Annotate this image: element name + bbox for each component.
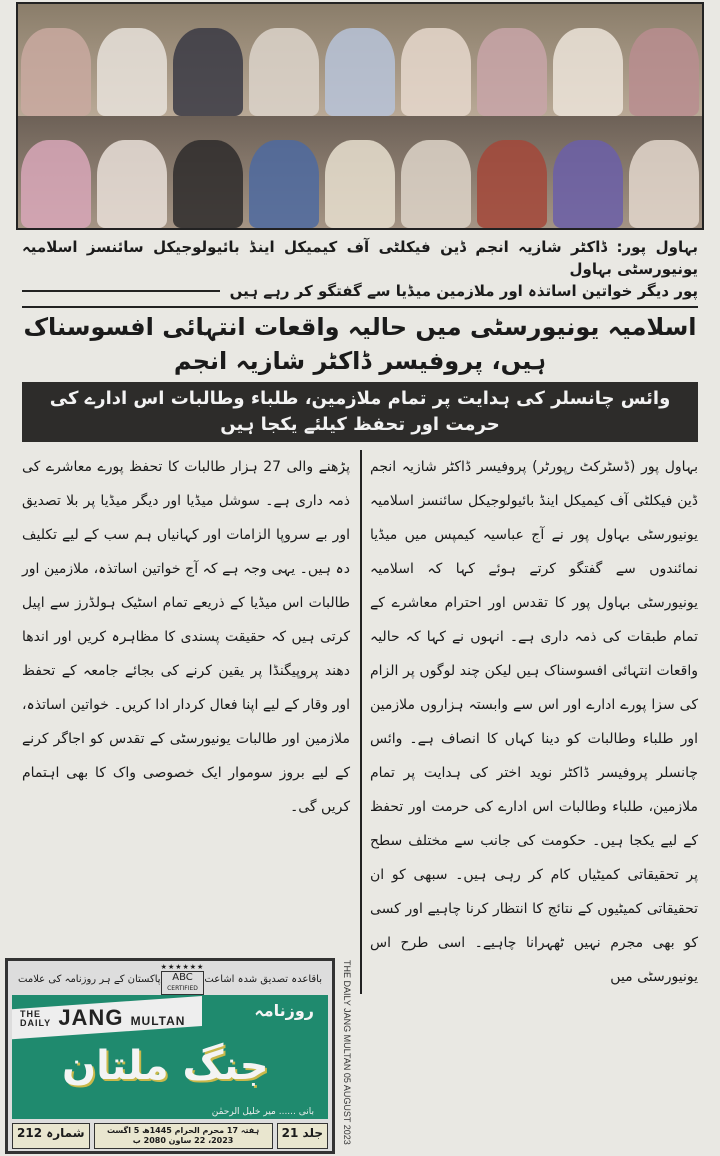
article-column-left <box>22 450 350 994</box>
article-columns <box>22 450 698 994</box>
article-line: ملازمین اور طلباء وطالبات کو دینا کہاں کا انصاف <box>370 697 698 747</box>
urdu-prefix: روزنامہ <box>254 1001 314 1020</box>
masthead-tagline-left: پاکستان کے ہر روزنامہ کی علامت <box>18 973 161 985</box>
newspaper-masthead <box>5 958 335 1154</box>
article-line: اس میڈیا کے ذریعے تمام اسٹیک ہولڈرز سے <box>49 595 304 611</box>
article-column-right <box>360 450 698 994</box>
article-line: پورے ادارے اور اس سے وابستہ ہزاروں <box>419 697 647 713</box>
article-line: معاشرے کی ذمہ داری ہے۔ سوشل میڈیا اور دیگر <box>22 459 350 509</box>
article-line: سائنسز اسلامیہ یونیورسٹی بہاول پور نے آج <box>370 493 698 543</box>
article-line: ہے کہ آج خواتین اساتذہ، ملازمین اور طالبات <box>22 561 350 611</box>
issue-number: شمارہ 212 <box>12 1123 90 1149</box>
stars-icon: ★★★★★★ <box>160 963 205 971</box>
abc-certified-badge: ABC CERTIFIED <box>161 971 205 995</box>
article-line: اپیل کرتی ہیں کہ حقیقت پسندی کا مظاہرہ کریں <box>22 595 350 645</box>
article-line: ہوئے کہا کہ اسلامیہ یونیورسٹی بہاول پور کا تقدس <box>370 561 699 611</box>
english-title: THE DAILY JANG MULTAN <box>20 1005 186 1030</box>
divider <box>22 306 698 308</box>
article-line: سوموار ایک خصوصی واک کا بھی اہتمام کریں گی۔ <box>22 765 350 815</box>
article-line: عباسیہ کیمپس میں میڈیا نمائندوں سے گفتگو کرتے <box>370 527 698 577</box>
article-line: افسوسناک ہیں لیکن چند لوگوں پر الزام کی سزا <box>370 663 698 713</box>
photo-caption <box>22 236 698 302</box>
page-date-strip: THE DAILY JANG MULTAN 05 AUGUST 2023 <box>342 960 352 1145</box>
divider <box>22 290 220 292</box>
article-line: اور اندھا دھند پروپیگنڈا پر یقین کرنے کی بجائے <box>22 629 351 679</box>
article-line: ٹھہرانا چاہیے۔ اسی طرح اس یونیورسٹی میں <box>370 935 698 985</box>
article-line: پڑھنے والی 27 ہزار طالبات کا تحفظ پورے <box>97 459 351 475</box>
article-line: کام کر رہی ہیں۔ سبھی کو ان تحقیقاتی کمیٹیوں کے <box>370 867 699 917</box>
caption-line-2: پور دیگر خواتین اساتذہ اور ملازمین میڈیا سے گفتگو کر رہے ہیں <box>229 282 698 300</box>
subheadline: وائس چانسلر کی ہدایت پر تمام ملازمین، طلباء وطالبات اس ادارے کی حرمت اور تحفظ کیلئے یکجا ہیں <box>22 382 698 442</box>
founder-line: بانی ...... میر خلیل الرحمٰن <box>211 1107 314 1117</box>
article-line: یونیورسٹی کے تقدس کو اجاگر کرنے کے لیے بروز <box>22 731 350 781</box>
article-line: بہاول پور (ڈسٹرکٹ رپورٹر) پروفیسر ڈاکٹر <box>442 459 698 475</box>
news-photo <box>16 2 704 230</box>
masthead-logo <box>12 995 328 1119</box>
issue-date: ہفتہ 17 محرم الحرام 1445ھ 5 اگست 2023، 22 ساون 2080 ب <box>94 1123 273 1149</box>
article-line: ادارے کی حرمت اور تحفظ کے لیے یکجا ہیں۔ <box>370 799 698 849</box>
article-line: جامعہ کے تحفظ اور وقار کے لیے اپنا فعال کردار ادا <box>22 663 350 713</box>
article-line: حکومت کی جانب سے مختلف سطح پر تحقیقاتی کمیٹیاں <box>370 833 699 883</box>
article-line: کریں۔ خواتین اساتذہ، ملازمین اور طالبات <box>22 697 350 747</box>
article-block <box>22 236 698 994</box>
volume-number: جلد 21 <box>277 1123 328 1149</box>
article-line: داری ہے۔ انہوں نے کہا کہ حالیہ واقعات انتہائی <box>370 629 698 679</box>
photo-row-top <box>18 4 702 116</box>
article-line: کہانیاں ہم سب کے لیے تکلیف دہ ہیں۔ یہی وجہ <box>22 527 350 577</box>
article-line: ہے۔ وائس چانسلر پروفیسر ڈاکٹر نوید اختر کی <box>370 731 699 781</box>
article-line: ہدایت پر تمام ملازمین، طلباء وطالبات اس <box>370 765 698 815</box>
headline: اسلامیہ یونیورسٹی میں حالیہ واقعات انتہائی افسوسناک ہیں، پروفیسر ڈاکٹر شازیہ انجم <box>23 313 697 375</box>
article-line: نتائج کا انتظار کرنا چاہیے اور کسی کو بھی مجرم نہیں <box>370 901 699 951</box>
article-line: شازیہ انجم ڈین فیکلٹی آف کیمیکل اینڈ بائیولوجیکل <box>370 459 699 509</box>
urdu-title: جنگ ملتان <box>62 1043 269 1089</box>
caption-line-1: بہاول پور: ڈاکٹر شازیہ انجم ڈین فیکلٹی آف کیمیکل اینڈ بائیولوجیکل سائنسز اسلامیہ یونیورسٹی بہاول <box>22 238 698 278</box>
article-line: اور احترام معاشرے کے تمام طبقات کی ذمہ <box>370 595 698 645</box>
article-line: میڈیا پر بلا تصدیق اور بے سروپا الزامات اور <box>22 493 350 543</box>
masthead-tagline-right: باقاعدہ تصدیق شدہ اشاعت <box>204 973 322 985</box>
photo-row-bottom <box>18 116 702 228</box>
